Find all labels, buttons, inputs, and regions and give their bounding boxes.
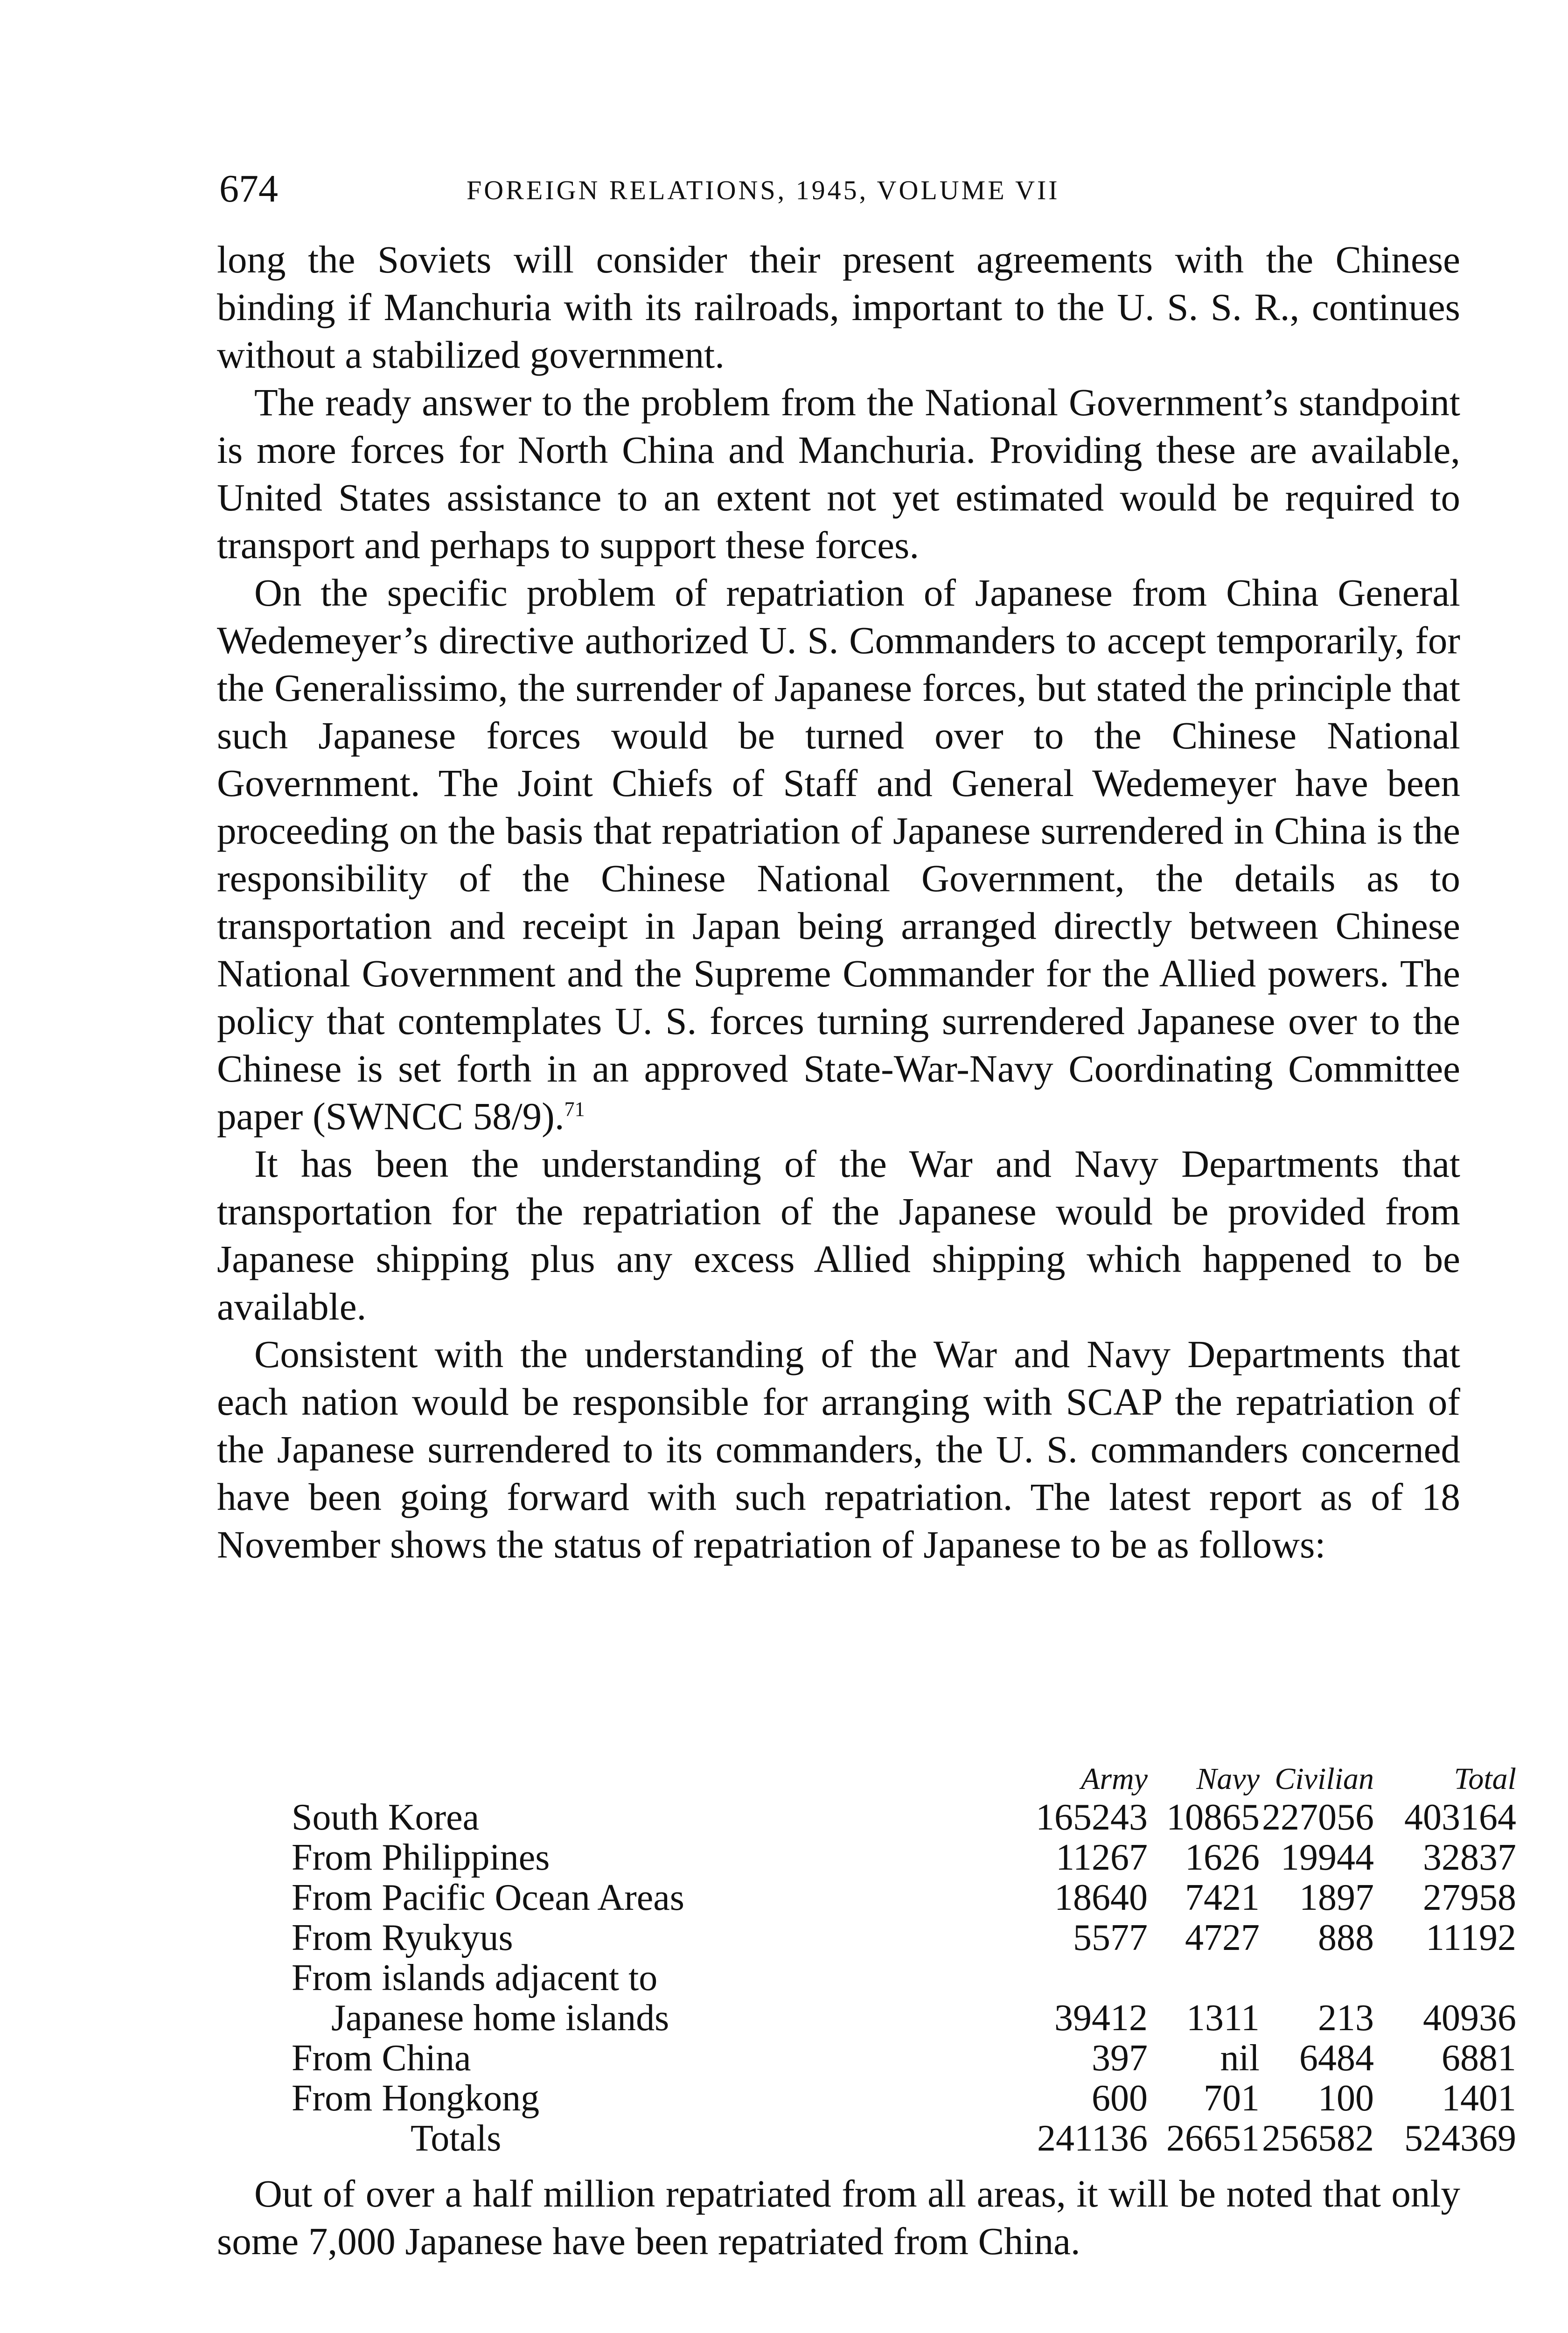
navy-value: 7421 <box>1185 1877 1260 1918</box>
army-value: 600 <box>1092 2078 1148 2119</box>
paragraph-text: On the specific problem of repatriation of Japanese from China General Wedemeyer’s directive authorized U. S. Commanders to accept temporarily, for the Generalissimo, the surrender of Japanese forces, but stated the principle that such Japanese forces would be turned over to the Chinese National Government. The Joint Chiefs of Staff and General Wedemeyer have been proceeding on the basis that repatriation of Japanese surrendered in China is the responsibility of the Chinese National Government, the details as to transportation and receipt in Japan being arranged directly between Chinese National Government and the Supreme Commander for the Allied powers. The policy that contemplates U. S. forces turning surrendered Japanese over to the Chinese is set forth in an approved State-War-Navy Coordinating Committee paper (SWNCC 58/9). <box>217 571 1460 1138</box>
civilian-value: 1897 <box>1299 1877 1374 1918</box>
page-number: 674 <box>219 167 278 210</box>
table-totals-row <box>219 2118 1516 2159</box>
row-label: From China <box>292 2038 471 2079</box>
table-row <box>219 1917 1516 1958</box>
table-row <box>219 1998 1516 2039</box>
row-label: From Philippines <box>292 1837 550 1878</box>
army-value: 18640 <box>1054 1877 1148 1918</box>
table-row <box>219 1797 1516 1838</box>
army-value: 165243 <box>1036 1797 1148 1838</box>
row-label: From Pacific Ocean Areas <box>292 1877 684 1918</box>
row-label: From Hongkong <box>292 2078 540 2119</box>
civilian-total: 256582 <box>1262 2118 1374 2159</box>
paragraph: Consistent with the understanding of the War and Navy Departments that each nation would be responsible for arranging with SCAP the repatriation of the Japanese surrendered to its commanders, the U. S. commanders concerned have been going forward with such repatriation. The latest report as of 18 November shows the status of repatriation of Japanese to be as follows: <box>217 1333 1460 1566</box>
closing-paragraph: Out of over a half million repatriated from all areas, it will be noted that only some 7,000 Japanese have been repatriated from China. <box>217 2172 1460 2263</box>
army-value: 11267 <box>1055 1837 1148 1878</box>
army-value: 5577 <box>1073 1917 1148 1958</box>
table-row <box>219 2038 1516 2079</box>
table-row <box>219 2078 1516 2119</box>
civilian-value: 227056 <box>1262 1797 1374 1838</box>
table-row <box>219 1837 1516 1878</box>
total-value: 403164 <box>1404 1797 1516 1838</box>
table-header-row <box>219 1759 1516 1797</box>
navy-value: 1311 <box>1186 1998 1260 2039</box>
army-value: 39412 <box>1054 1998 1148 2039</box>
body-text <box>217 236 1460 1568</box>
navy-total: 26651 <box>1166 2118 1260 2159</box>
paragraph: long the Soviets will consider their present agreements with the Chinese binding if Manchuria with its railroads, important to the U. S. S. R., continues without a stabilized government. <box>217 238 1460 376</box>
column-header-navy: Navy <box>1196 1762 1260 1796</box>
total-value: 27958 <box>1423 1877 1516 1918</box>
army-value: 397 <box>1092 2038 1148 2079</box>
running-title: FOREIGN RELATIONS, 1945, VOLUME VII <box>467 175 1060 205</box>
column-header-total: Total <box>1454 1762 1516 1796</box>
navy-value: 1626 <box>1185 1837 1260 1878</box>
row-label: South Korea <box>292 1797 480 1838</box>
navy-value: 701 <box>1204 2078 1260 2119</box>
total-value: 32837 <box>1423 1837 1516 1878</box>
total-value: 1401 <box>1442 2078 1516 2119</box>
paragraph: It has been the understanding of the War and Navy Departments that transportation for the repatriation of the Japanese would be provided from Japanese shipping plus any excess Allied shipping which happened to be available. <box>217 1142 1460 1328</box>
column-header-army: Army <box>1081 1762 1148 1796</box>
row-label: From Ryukyus <box>292 1917 513 1958</box>
table-row-label-line <box>219 1958 1465 1998</box>
civilian-value: 6484 <box>1299 2038 1374 2079</box>
total-value: 6881 <box>1442 2038 1516 2079</box>
running-header <box>219 168 1465 210</box>
civilian-value: 19944 <box>1281 1837 1374 1878</box>
navy-value: 4727 <box>1185 1917 1260 1958</box>
army-total: 241136 <box>1037 2118 1148 2159</box>
footnote-reference[interactable]: 71 <box>564 1097 585 1121</box>
paragraph: The ready answer to the problem from the National Government’s standpoint is more forces for North China and Manchuria. Providing these are available, United States assistance to an extent not yet estimated would be required to transport and perhaps to support these forces. <box>217 381 1460 566</box>
table-row <box>219 1877 1516 1918</box>
paragraph-with-footnote <box>217 569 1460 1140</box>
total-value: 11192 <box>1425 1917 1516 1958</box>
civilian-value: 213 <box>1318 1998 1374 2039</box>
navy-value: nil <box>1220 2038 1260 2079</box>
column-header-civilian: Civilian <box>1275 1762 1374 1796</box>
repatriation-table <box>219 1759 1516 2159</box>
grand-total: 524369 <box>1404 2118 1516 2159</box>
total-value: 40936 <box>1423 1998 1516 2039</box>
navy-value: 10865 <box>1166 1797 1260 1838</box>
totals-label: Totals <box>411 2118 502 2159</box>
row-label-continuation: Japanese home islands <box>331 1998 669 2039</box>
civilian-value: 888 <box>1318 1917 1374 1958</box>
civilian-value: 100 <box>1318 2078 1374 2119</box>
row-label: From islands adjacent to <box>292 1957 658 1998</box>
